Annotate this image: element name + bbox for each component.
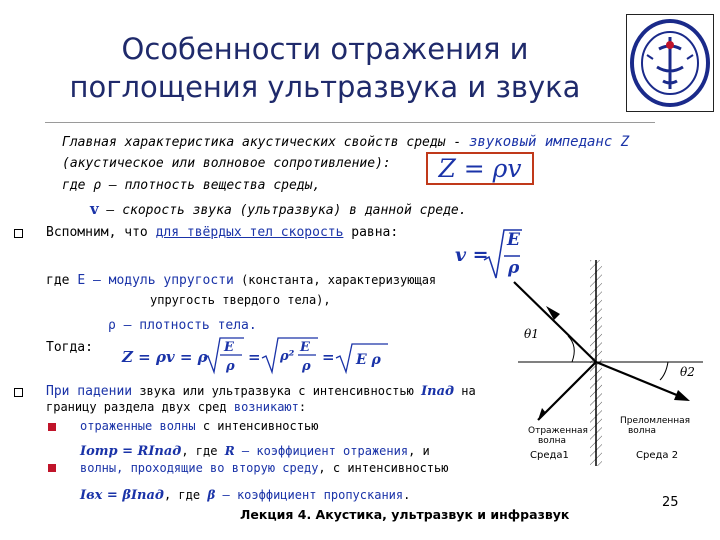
angle-arc-2 <box>660 362 668 380</box>
slide-footer: Лекция 4. Акустика, ультразвук и инфразвук <box>240 507 570 522</box>
reflected-waves-term: отраженные волны <box>80 419 196 433</box>
incidence-text: звука или ультразвука с интенсивностью <box>132 384 422 398</box>
velocity-symbol: v <box>90 200 99 218</box>
modulus-note: (константа, характеризующая <box>233 273 437 287</box>
page-number: 25 <box>662 495 679 510</box>
solids-speed-text: для твёрдых тел скорость <box>155 225 344 240</box>
speed-formula-lhs: v = <box>455 244 489 266</box>
bullet-square <box>14 388 23 397</box>
speed-formula-denominator: ρ <box>508 258 520 278</box>
reflection-coefficient-term: – коэффициент отражения <box>234 444 409 458</box>
refracted-arrow-icon <box>674 390 690 401</box>
reflected-arrow-icon <box>538 408 546 420</box>
svg-text:=: = <box>322 348 335 366</box>
svg-text:=: = <box>248 348 261 366</box>
medium-2-label: Среда 2 <box>636 450 679 461</box>
boundary-text: границу раздела двух сред <box>46 400 234 414</box>
svg-text:E: E <box>224 340 234 355</box>
text-line-11 <box>46 399 306 415</box>
text-line-13 <box>80 443 430 460</box>
and-text: , и <box>408 444 430 458</box>
text-line-9: Тогда: <box>46 340 93 355</box>
speed-formula-numerator: E <box>507 230 520 250</box>
reflected-wave-label-2: волна <box>538 436 566 446</box>
svg-text:Z = ρv = ρ: Z = ρv = ρ <box>122 348 208 366</box>
refracted-ray <box>596 362 684 398</box>
medium-1-label: Среда1 <box>530 450 569 461</box>
bullet-square <box>14 229 23 238</box>
recall-suffix: равна: <box>343 225 399 240</box>
arise-word: возникают <box>233 400 299 414</box>
title-line-1: Особенности отражения и <box>121 32 529 66</box>
impedance-intro: Главная характеристика акустических свойств среды - <box>62 135 469 150</box>
impedance-derivation-formula <box>120 332 390 378</box>
text-line-15 <box>80 487 410 504</box>
svg-text:ρ²: ρ² <box>280 349 295 364</box>
incident-arrow-icon <box>546 306 560 320</box>
text-line-2: (акустическое или волновое сопротивление): <box>62 156 391 171</box>
theta1-label: θ1 <box>524 327 539 341</box>
reflected-intensity-formula: Iотр = RIпад <box>80 444 182 459</box>
refracted-wave-label-2: волна <box>628 426 656 436</box>
text-line-14 <box>80 460 448 476</box>
modulus-term: Е – модуль упругости <box>77 273 234 288</box>
text-line-5 <box>46 225 398 241</box>
text-line-10 <box>46 383 476 400</box>
text-line-4 <box>90 201 467 219</box>
theta2-label: θ2 <box>680 365 695 379</box>
reflection-refraction-diagram <box>508 258 713 468</box>
reflected-ray <box>538 362 596 420</box>
velocity-description: – скорость звука (ультразвука) в данной среде. <box>98 203 467 218</box>
text-line-6 <box>46 272 436 289</box>
transmitted-waves-term: волны, проходящие во вторую среду <box>80 461 319 475</box>
university-emblem-icon <box>626 14 714 112</box>
transmitted-intensity-formula: Iвх = βIпад <box>80 488 164 503</box>
reflection-symbol: R <box>224 444 235 458</box>
svg-text:ρ: ρ <box>226 359 235 374</box>
title-divider <box>45 122 655 123</box>
text-line-7: упругость твердого тела), <box>150 293 331 307</box>
bullet-red-square <box>48 464 56 472</box>
text-line-8: ρ – плотность тела. <box>108 318 257 333</box>
reflected-intensity-text: с интенсивностью <box>195 419 319 433</box>
incident-ray <box>514 282 596 362</box>
reflected-wave-label-1: Отраженная <box>528 426 588 436</box>
incidence-term: При падении <box>46 384 133 399</box>
incidence-suffix: на <box>454 384 476 398</box>
page-title <box>60 30 590 106</box>
where-text-2: , где <box>163 488 208 502</box>
impedance-formula-box: Z = ρv <box>426 152 534 185</box>
transmitted-intensity-text: , с интенсивностью <box>318 461 449 475</box>
where-text: , где <box>181 444 225 458</box>
transmission-symbol: β <box>207 488 216 502</box>
svg-text:E ρ: E ρ <box>356 352 381 368</box>
where-word: где <box>46 273 78 288</box>
recall-text: Вспомним, что <box>46 225 156 240</box>
transmission-coefficient-term: – коэффициент пропускания <box>215 488 404 502</box>
colon: : <box>298 400 307 414</box>
title-line-2: поглощения ультразвука и звука <box>69 70 581 104</box>
bullet-red-square <box>48 423 56 431</box>
text-line-3: где ρ – плотность вещества среды, <box>62 178 321 193</box>
text-line-12 <box>80 418 318 434</box>
impedance-term: звуковый импеданс Z <box>469 134 630 150</box>
svg-text:ρ: ρ <box>302 359 311 374</box>
refracted-wave-label-1: Преломленная <box>620 416 691 426</box>
period: . <box>403 488 411 502</box>
svg-text:E: E <box>300 340 310 355</box>
incident-intensity-symbol: Iпад <box>421 384 455 399</box>
text-line-1 <box>62 134 629 151</box>
